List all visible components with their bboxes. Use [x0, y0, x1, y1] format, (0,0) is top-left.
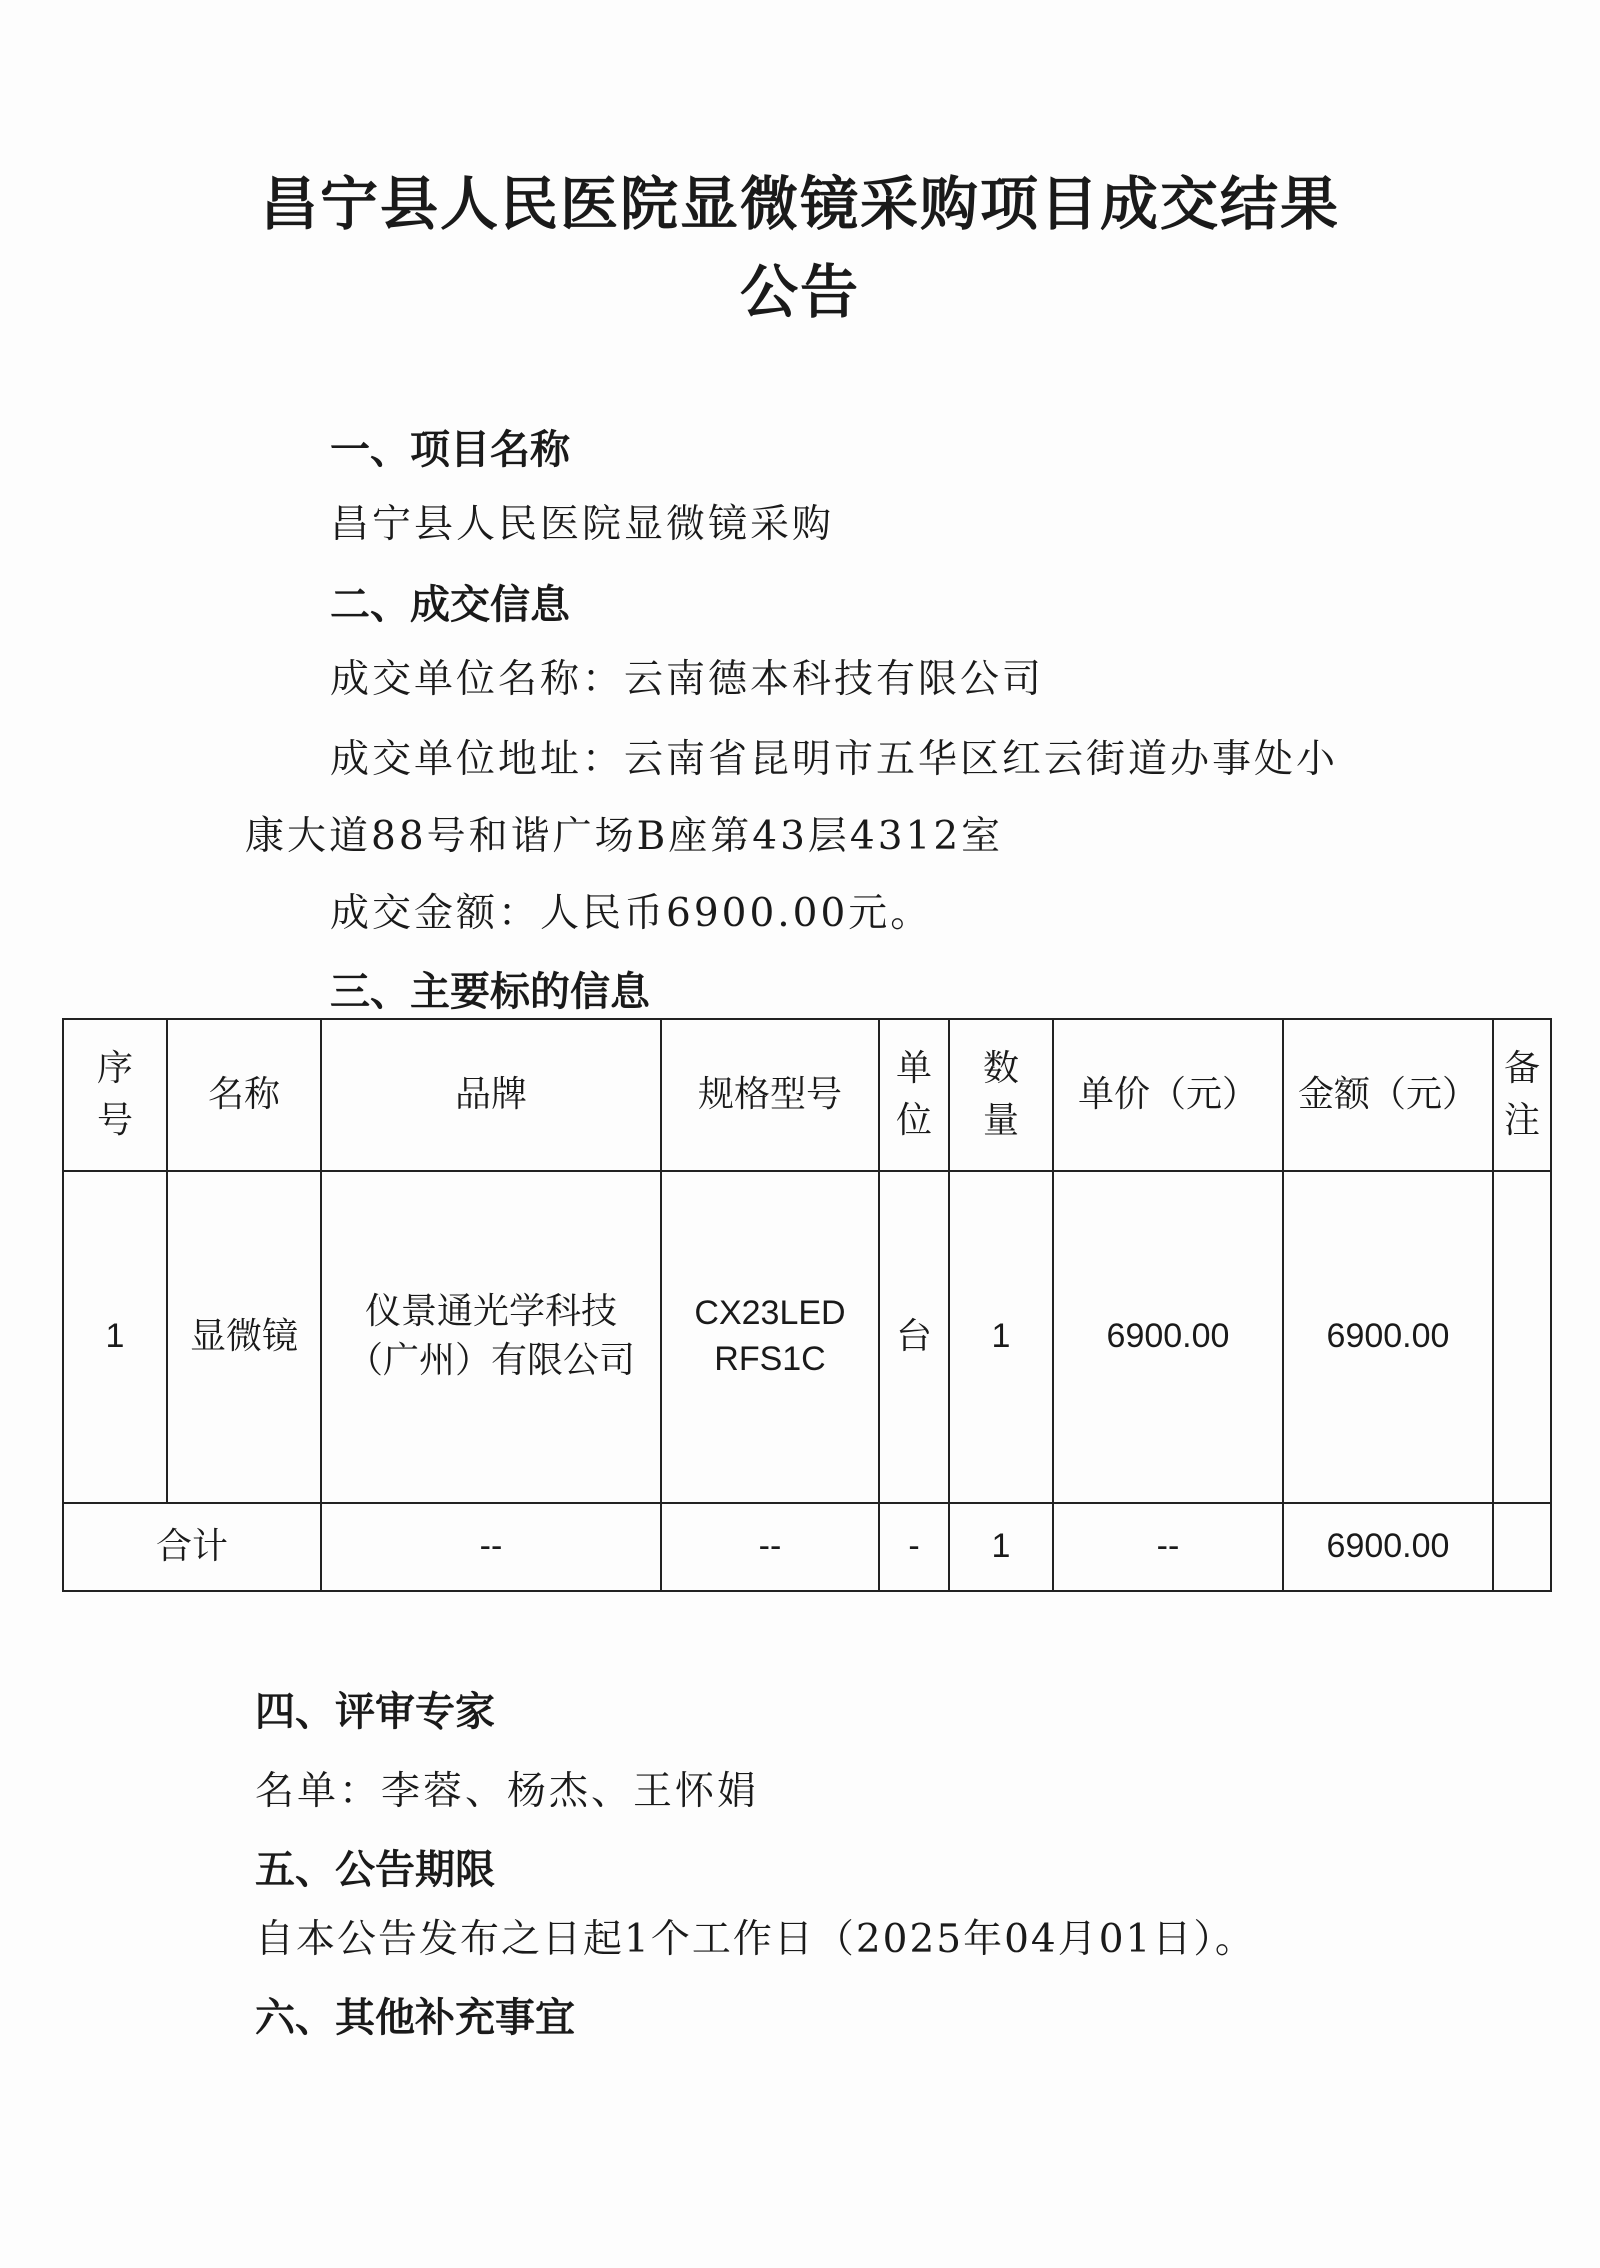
sum-remark: [1493, 1503, 1551, 1591]
sum-qty: 1: [949, 1503, 1053, 1591]
sum-total: 6900.00: [1283, 1503, 1493, 1591]
title-line-2: 公告: [739, 258, 860, 326]
cell-unit: 台: [879, 1171, 949, 1503]
cell-price: 6900.00: [1053, 1171, 1283, 1503]
section-2-heading: 二、成交信息: [330, 582, 570, 628]
project-name: 昌宁县人民医院显微镜采购: [330, 502, 835, 547]
title-line-1: 昌宁县人民医院显微镜采购项目成交结果: [259, 170, 1340, 238]
header-seq: 序号: [63, 1019, 167, 1171]
page-title: [0, 160, 1600, 336]
sum-brand: --: [321, 1503, 661, 1591]
header-qty: 数量: [949, 1019, 1053, 1171]
cell-seq: 1: [63, 1171, 167, 1503]
cell-model: [661, 1171, 879, 1503]
section-5-heading: 五、公告期限: [255, 1847, 495, 1893]
section-1-heading: 一、项目名称: [330, 427, 570, 473]
items-table: [62, 1018, 1552, 1592]
sum-unit: -: [879, 1503, 949, 1591]
sum-label: 合计: [63, 1503, 321, 1591]
section-6-heading: 六、其他补充事宜: [255, 1995, 575, 2041]
supplier-address-line-1: 成交单位地址：云南省昆明市五华区红云街道办事处小: [330, 737, 1339, 782]
notice-period: 自本公告发布之日起1个工作日（2025年04月01日）。: [255, 1917, 1256, 1962]
cell-total: 6900.00: [1283, 1171, 1493, 1503]
supplier-address-line-2: 康大道88号和谐广场B座第43层4312室: [245, 814, 1004, 859]
header-name: 名称: [167, 1019, 321, 1171]
cell-remark: [1493, 1171, 1551, 1503]
cell-name: 显微镜: [167, 1171, 321, 1503]
supplier-name: 成交单位名称：云南德本科技有限公司: [330, 657, 1045, 702]
cell-model-line-1: CX23LED: [694, 1294, 846, 1333]
section-3-heading: 三、主要标的信息: [330, 969, 650, 1015]
header-remark: 备注: [1493, 1019, 1551, 1171]
header-total: 金额（元）: [1283, 1019, 1493, 1171]
table-sum-row: [63, 1503, 1551, 1591]
sum-model: --: [661, 1503, 879, 1591]
cell-brand-line-1: 仪景通光学科技: [364, 1291, 617, 1333]
section-4-heading: 四、评审专家: [255, 1689, 495, 1735]
header-price: 单价（元）: [1053, 1019, 1283, 1171]
header-model: 规格型号: [661, 1019, 879, 1171]
table-row: [63, 1171, 1551, 1503]
table-header-row: [63, 1019, 1551, 1171]
cell-model-line-2: RFS1C: [714, 1340, 826, 1378]
header-brand: 品牌: [321, 1019, 661, 1171]
cell-brand-line-2: （广州）有限公司: [346, 1340, 635, 1381]
cell-qty: 1: [949, 1171, 1053, 1503]
cell-brand: [321, 1171, 661, 1503]
header-unit: 单位: [879, 1019, 949, 1171]
experts-list: 名单：李蓉、杨杰、王怀娟: [255, 1769, 760, 1814]
contract-amount: 成交金额：人民币6900.00元。: [330, 891, 933, 936]
sum-price: --: [1053, 1503, 1283, 1591]
